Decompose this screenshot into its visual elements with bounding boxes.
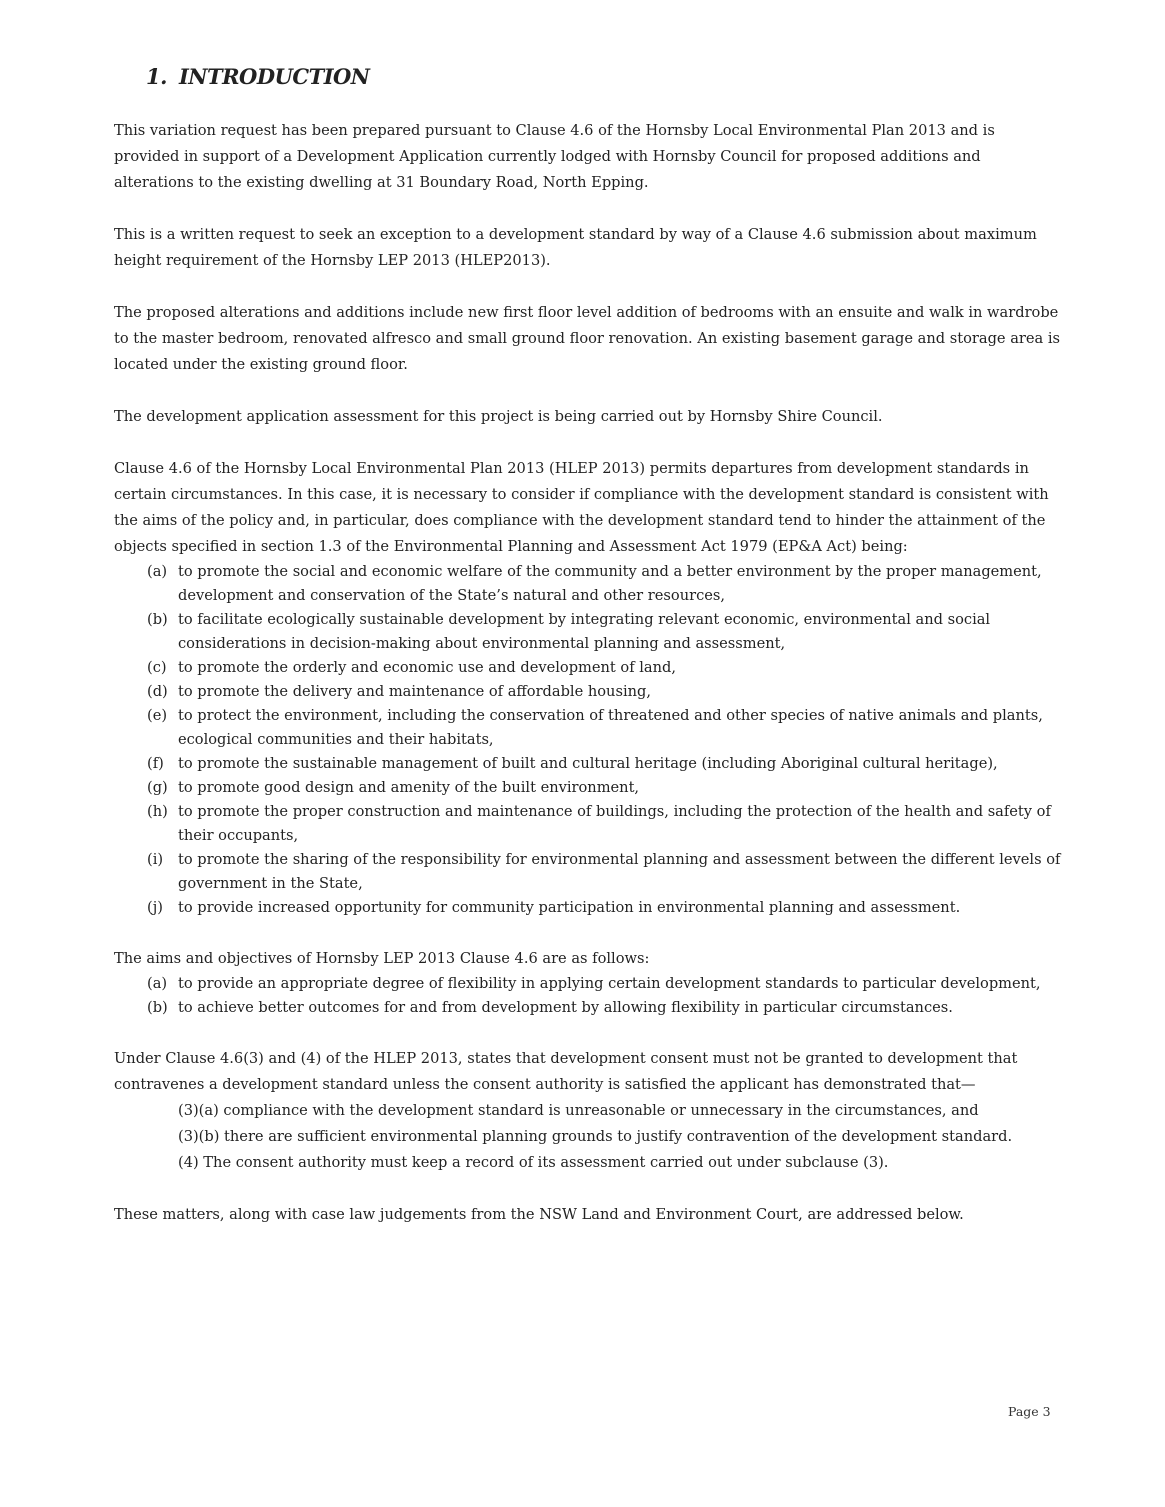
list-item-letter: (j) — [147, 899, 163, 916]
list-item-letter: (i) — [147, 851, 164, 868]
section-title: INTRODUCTION — [178, 64, 370, 89]
list-item-letter: (a) — [147, 975, 168, 992]
document-body — [114, 118, 1064, 1254]
list-item-text: to promote the delivery and maintenance of affordable housing, — [178, 683, 651, 700]
paragraph-assessment: The development application assessment for this project is being carried out by Hornsby Shire Council. — [114, 408, 883, 425]
paragraph-proposal: The proposed alterations and additions include new first floor level addition of bedrooms with an ensuite and walk in wardrobe to the master bedroom, renovated alfresco and small ground floor renovation. An existing basement garage and storage area is located under the existing ground floor. — [114, 304, 1060, 373]
paragraph-conclusion: These matters, along with case law judgements from the NSW Land and Environment Court, are addressed below. — [114, 1206, 964, 1223]
aims-list — [114, 972, 1064, 1020]
subclause-list — [114, 1098, 1064, 1176]
paragraph-request: This is a written request to seek an exception to a development standard by way of a Clause 4.6 submission about maximum height requirement of the Hornsby LEP 2013 (HLEP2013). — [114, 226, 1037, 269]
section-heading — [146, 64, 370, 89]
list-item-letter: (b) — [147, 999, 168, 1016]
list-item — [114, 996, 1064, 1020]
list-item-text: to promote the sustainable management of built and cultural heritage (including Aboriginal cultural heritage), — [178, 755, 998, 772]
list-item-text: to facilitate ecologically sustainable development by integrating relevant economic, environmental and social considerations in decision-making about environmental planning and assessment, — [178, 611, 991, 652]
list-item-text: to provide an appropriate degree of flexibility in applying certain development standards to particular development, — [178, 975, 1041, 992]
paragraph-intro: This variation request has been prepared pursuant to Clause 4.6 of the Hornsby Local Environmental Plan 2013 and is provided in support of a Development Application currently lodged with Hornsby Council for proposed additions and alterations to the existing dwelling at 31 Boundary Road, North Epping. — [114, 122, 995, 191]
subclause-3a: (3)(a) compliance with the development standard is unreasonable or unnecessary in the circumstances, and — [178, 1102, 979, 1119]
list-item — [114, 972, 1064, 996]
list-item-text: to provide increased opportunity for community participation in environmental planning and assessment. — [178, 899, 961, 916]
list-item — [114, 680, 1064, 704]
list-item-letter: (h) — [147, 803, 168, 820]
list-item-letter: (e) — [147, 707, 168, 724]
list-item — [114, 848, 1064, 896]
paragraph-aims-intro: The aims and objectives of Hornsby LEP 2013 Clause 4.6 are as follows: — [114, 950, 650, 967]
list-item — [114, 704, 1064, 752]
list-item-letter: (g) — [147, 779, 168, 796]
list-item-letter: (d) — [147, 683, 168, 700]
list-item — [114, 752, 1064, 776]
subclause-4: (4) The consent authority must keep a record of its assessment carried out under subclause (3). — [178, 1154, 889, 1171]
list-item-letter: (a) — [147, 563, 168, 580]
list-item — [114, 776, 1064, 800]
list-item-text: to promote the sharing of the responsibility for environmental planning and assessment between the different levels of government in the State, — [178, 851, 1061, 892]
page-number: Page 3 — [1008, 1404, 1051, 1419]
list-item — [114, 608, 1064, 656]
paragraph-consent: Under Clause 4.6(3) and (4) of the HLEP 2013, states that development consent must not be granted to development that contravenes a development standard unless the consent authority is satisfied the applicant has demonstrated that— — [114, 1050, 1018, 1093]
list-item — [114, 896, 1064, 920]
list-item — [114, 656, 1064, 680]
list-item-text: to promote the orderly and economic use and development of land, — [178, 659, 676, 676]
list-item-letter: (f) — [147, 755, 164, 772]
list-item-text: to protect the environment, including the conservation of threatened and other species of native animals and plants, ecological communities and their habitats, — [178, 707, 1043, 748]
subclause-3b: (3)(b) there are sufficient environmental planning grounds to justify contravention of the development standard. — [178, 1128, 1013, 1145]
list-item-text: to promote the social and economic welfare of the community and a better environment by the proper management, development and conservation of the State’s natural and other resources, — [178, 563, 1042, 604]
list-item-text: to promote the proper construction and maintenance of buildings, including the protection of the health and safety of their occupants, — [178, 803, 1051, 844]
list-item-letter: (b) — [147, 611, 168, 628]
list-item — [114, 560, 1064, 608]
objects-list — [114, 560, 1064, 920]
list-item-text: to promote good design and amenity of the built environment, — [178, 779, 640, 796]
list-item-letter: (c) — [147, 659, 167, 676]
paragraph-clause-4-6: Clause 4.6 of the Hornsby Local Environmental Plan 2013 (HLEP 2013) permits departures from development standards in certain circumstances. In this case, it is necessary to consider if compliance with the development standard is consistent with the aims of the policy and, in particular, does compliance with the development standard tend to hinder the attainment of the objects specified in section 1.3 of the Environmental Planning and Assessment Act 1979 (EP&A Act) being: — [114, 460, 1049, 555]
list-item-text: to achieve better outcomes for and from development by allowing flexibility in particular circumstances. — [178, 999, 953, 1016]
section-number: 1. — [146, 64, 167, 89]
list-item — [114, 800, 1064, 848]
